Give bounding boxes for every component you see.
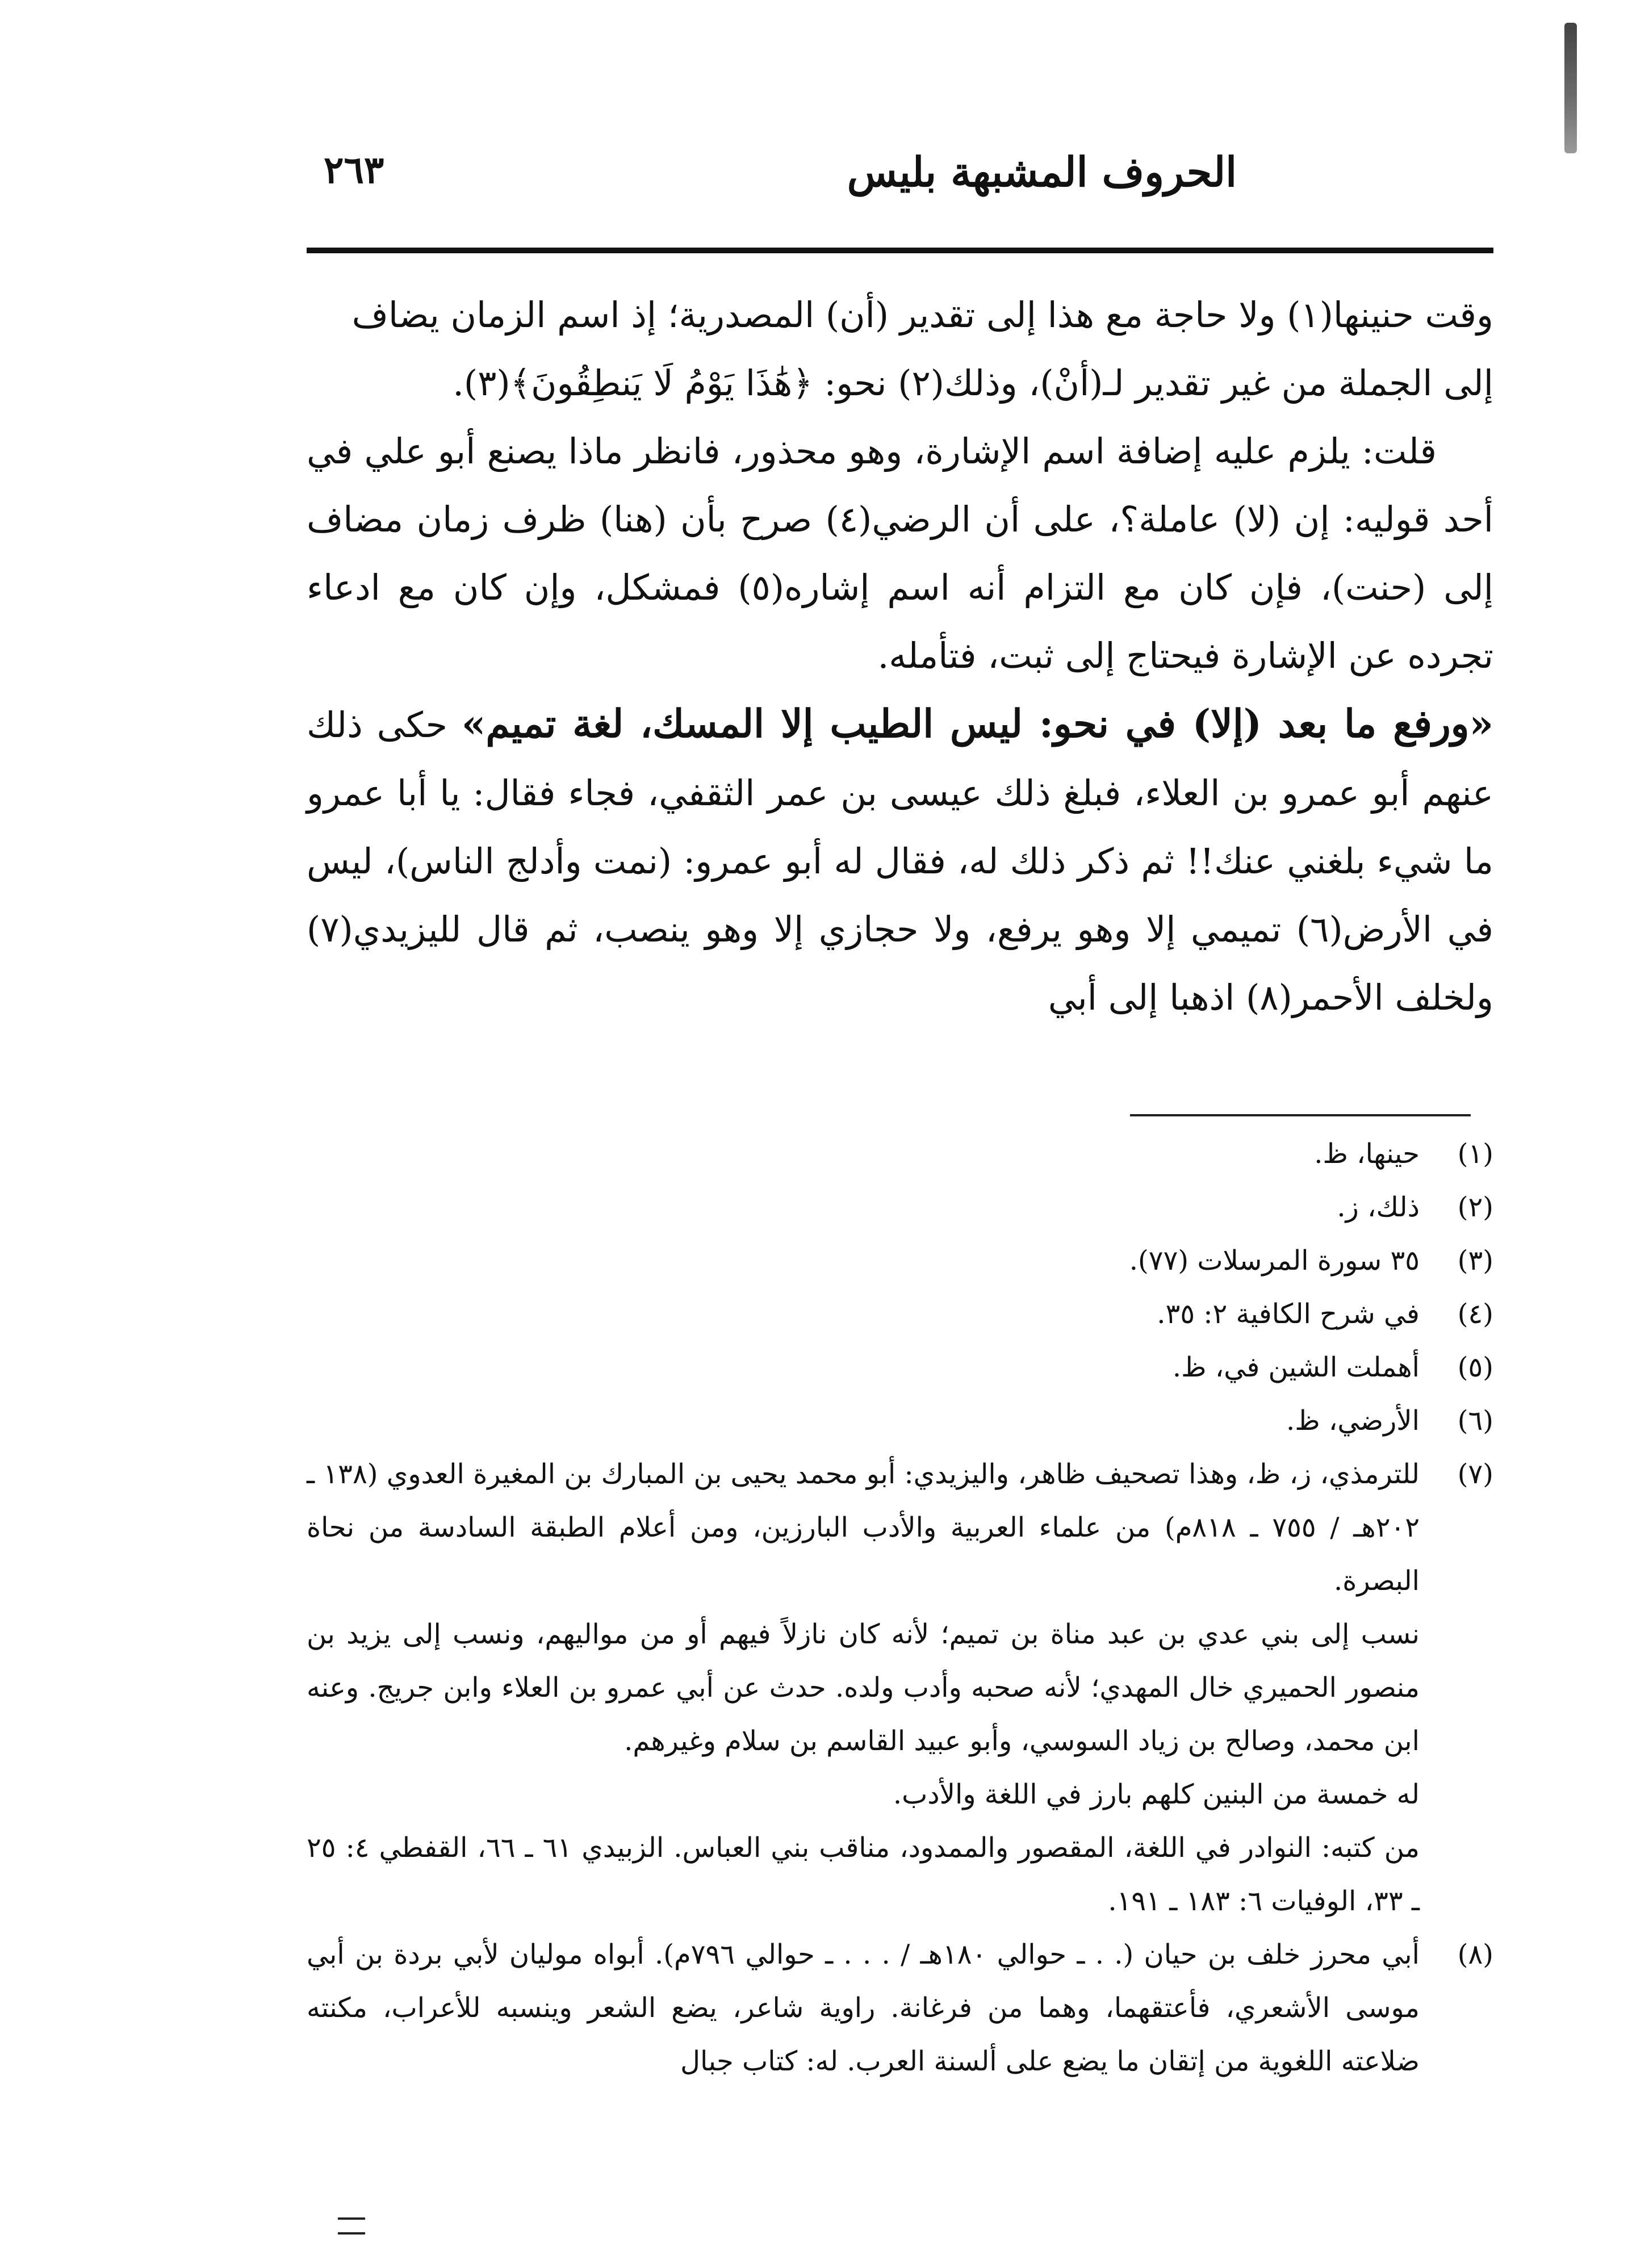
footnote-number: (٨) (1457, 1939, 1493, 1970)
paragraph-2: قلت: يلزم عليه إضافة اسم الإشارة، وهو محذور، فانظر ماذا يصنع أبو علي في أحد قوليه: إن (لا) عاملة؟، على أن الرضي(٤) صرح بأن (هنا) ظرف زمان مضاف إلى (حنت)، فإن كان مع التزام أنه اسم إشاره(٥) فمشكل، وإن كان مع ادعاء تجرده عن الإشارة فيحتاج إلى ثبت، فتأمله. (307, 430, 1494, 676)
footnote-number: (٣) (1457, 1245, 1493, 1277)
footnote-text: حينها، ظ. (1314, 1138, 1420, 1170)
footnote-number: (٧) (1457, 1458, 1493, 1490)
paragraph-1-line-2: إلى الجملة من غير تقدير لـ(أنْ)، وذلك(٢) نحو: ﴿هَٰذَا يَوْمُ لَا يَنطِقُونَ﴾(٣). (453, 362, 1493, 404)
footnote-7-continuation: نسب إلى بني عدي بن عبد مناة بن تميم؛ لأنه كان نازلاً فيهم أو من مواليهم، ونسب إلى يزيد بن منصور الحميري خال المهدي؛ لأنه صحبه وأدب ولده. حدث عن أبي عمرو بن العلاء وابن جريج. وعنه ابن محمد، وصالح بن زياد السوسي، وأبو عبيد القاسم بن سلام وغيرهم. (307, 1618, 1420, 1757)
footnote-number: (١) (1457, 1138, 1493, 1170)
footnote-number: (٦) (1457, 1405, 1493, 1437)
paragraph-3 (307, 690, 1493, 1032)
footnote-number: (٢) (1457, 1191, 1493, 1223)
footnote-8 (307, 1928, 1493, 2088)
footnote-5 (307, 1341, 1493, 1394)
running-title: الحروف المشبهة بليس (847, 148, 1237, 196)
page-header (307, 142, 1493, 204)
quoted-rule: «ورفع ما بعد (إلا) في نحو: ليس الطيب إلا المسك، لغة تميم» (461, 701, 1493, 747)
continuation-mark (338, 2217, 365, 2234)
footnote-text: أهملت الشين في، ظ. (1172, 1351, 1420, 1383)
footnote-text: ٣٥ سورة المرسلات (٧٧). (1129, 1245, 1420, 1277)
paragraph-1-line-1: وقت حنينها(١) ولا حاجة مع هذا إلى تقدير (أن) المصدرية؛ إذ اسم الزمان يضاف (351, 294, 1493, 336)
header-rule (307, 248, 1493, 253)
footnote-1 (307, 1127, 1493, 1181)
footnote-separator (1130, 1114, 1471, 1116)
footnote-2 (307, 1181, 1493, 1234)
footnote-text: ذلك، ز. (1337, 1191, 1420, 1223)
footnote-7-continuation: من كتبه: النوادر في اللغة، المقصور والممدود، مناقب بني العباس. الزبيدي ٦١ ـ ٦٦، القفطي ٤: ٢٥ ـ ٣٣، الوفيات ٦: ١٨٣ ـ ١٩١. (307, 1832, 1420, 1917)
footnote-7 (307, 1447, 1493, 1608)
footnote-text: في شرح الكافية ٢: ٣٥. (1157, 1298, 1420, 1330)
footnotes (307, 1127, 1493, 2088)
footnote-text: الأرضي، ظ. (1286, 1405, 1420, 1437)
footnote-4 (307, 1287, 1493, 1341)
footnote-7-continuation: له خمسة من البنين كلهم بارز في اللغة والأدب. (893, 1779, 1420, 1810)
footnote-3 (307, 1234, 1493, 1287)
paragraph-3-text: حكى ذلك عنهم أبو عمرو بن العلاء، فبلغ ذلك عيسى بن عمر الثقفي، فجاء فقال: يا أبا عمرو ما شيء بلغني عنك!! ثم ذكر ذلك له، فقال له أبو عمرو: (نمت وأدلج الناس)، ليس في الأرض(٦) تميمي إلا وهو يرفع، ولا حجازي إلا وهو ينصب، ثم قال لليزيدي(٧) ولخلف الأحمر(٨) اذهبا إلى أبي (307, 704, 1493, 1018)
footnote-number: (٥) (1457, 1351, 1493, 1383)
footnote-text: للترمذي، ز، ظ، وهذا تصحيف ظاهر، واليزيدي: أبو محمد يحيى بن المبارك بن المغيرة العدوي (١٣٨ ـ ٢٠٢هـ / ٧٥٥ ـ ٨١٨م) من علماء العربية والأدب البارزين، ومن أعلام الطبقة السادسة من نحاة البصرة. (307, 1458, 1420, 1597)
footnote-6 (307, 1394, 1493, 1447)
scan-edge-mark (1564, 23, 1577, 153)
page-number: ٢٦٣ (324, 148, 384, 192)
footnote-number: (٤) (1457, 1298, 1493, 1330)
main-text (307, 281, 1493, 1032)
footnote-text: أبي محرز خلف بن حيان (. . ـ حوالي ١٨٠هـ / . . . ـ حوالي ٧٩٦م). أبواه موليان لأبي بردة بن أبي موسى الأشعري، فأعتقهما، وهما من فرغانة. راوية شاعر، يضع الشعر وينسبه للأعراب، مكنته ضلاعته اللغوية من إتقان ما يضع على ألسنة العرب. له: كتاب جبال (307, 1939, 1420, 2077)
